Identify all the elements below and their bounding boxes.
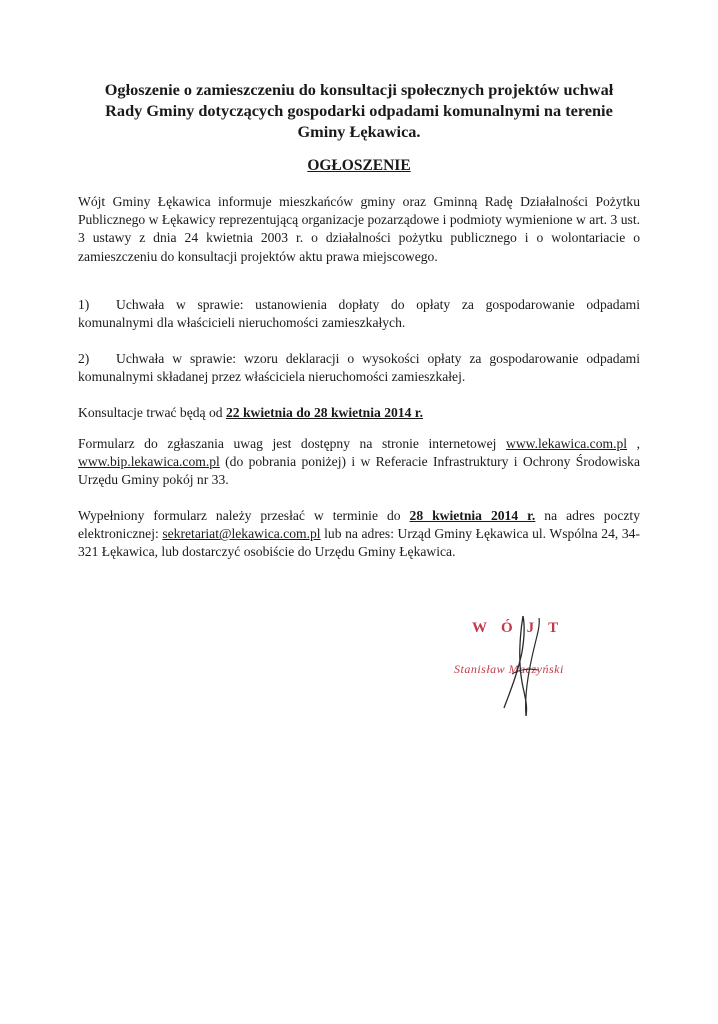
send-prefix: Wypełniony formularz należy przesłać w terminie do	[78, 508, 410, 523]
stamp-name: Stanisław Maczyński	[454, 662, 564, 676]
handwritten-signature	[440, 612, 610, 722]
form-suffix: (do pobrania poniżej) i w Referacie Infrastruktury i Ochrony Środowiska Urzędu Gminy pokój nr 33.	[78, 454, 640, 488]
website-link[interactable]: www.lekawica.com.pl	[506, 436, 628, 451]
list-item	[78, 350, 640, 386]
form-separator: ,	[627, 436, 640, 451]
title-line-1: Ogłoszenie o zamieszczeniu do konsultacji społecznych projektów uchwał	[104, 80, 614, 99]
list-item-text: Uchwała w sprawie: ustanowienia dopłaty do opłaty za gospodarowanie odpadami komunalnymi dla właścicieli nieruchomości zamieszkałych.	[78, 297, 640, 331]
document-title	[60, 79, 658, 142]
bip-website-link[interactable]: www.bip.lekawica.com.pl	[78, 454, 220, 470]
consultation-dates-paragraph	[78, 404, 640, 422]
title-line-2: Rady Gminy dotyczących gospodarki odpadami komunalnymi na terenie	[105, 101, 613, 120]
official-stamp	[440, 612, 610, 722]
consultation-prefix: Konsultacje trwać będą od	[78, 405, 226, 420]
form-availability-paragraph	[78, 435, 640, 490]
submission-deadline: 28 kwietnia 2014 r.	[409, 508, 536, 523]
send-middle: na adres poczty elektronicznej:	[78, 508, 640, 542]
announcement-heading-text: OGŁOSZENIE	[307, 157, 411, 174]
email-link[interactable]: sekretariat@lekawica.com.pl	[162, 526, 321, 542]
submission-paragraph	[78, 507, 640, 562]
consultation-dates: 22 kwietnia do 28 kwietnia 2014 r.	[225, 405, 423, 420]
announcement-heading	[0, 157, 718, 175]
list-item-text: Uchwała w sprawie: wzoru deklaracji o wysokości opłaty za gospodarowanie odpadami komunalnymi składanej przez właściciela nieruchomości zamieszkałej.	[78, 351, 640, 385]
intro-paragraph: Wójt Gminy Łękawica informuje mieszkańców gminy oraz Gminną Radę Działalności Pożytku Publicznego w Łękawicy reprezentującą organizacje pozarządowe i podmioty wymienione w art. 3 ust. 3 ustawy z dnia 24 kwietnia 2003 r. o działalności pożytku publicznego i o wolontariacie o zamieszczeniu do konsultacji projektów aktu prawa miejscowego.	[78, 194, 640, 264]
send-suffix: lub na adres: Urząd Gminy Łękawica ul. Wspólna 24, 34-321 Łękawica, lub dostarczyć osobiście do Urzędu Gminy Łękawica.	[78, 526, 640, 560]
stamp-title: WÓJT	[472, 620, 573, 636]
form-prefix: Formularz do zgłaszania uwag jest dostępny na stronie internetowej	[78, 436, 506, 451]
list-item-number: 2)	[78, 351, 90, 366]
title-line-3: Gminy Łękawica.	[297, 122, 421, 141]
list-item-number: 1)	[78, 297, 90, 312]
list-item	[78, 296, 640, 332]
